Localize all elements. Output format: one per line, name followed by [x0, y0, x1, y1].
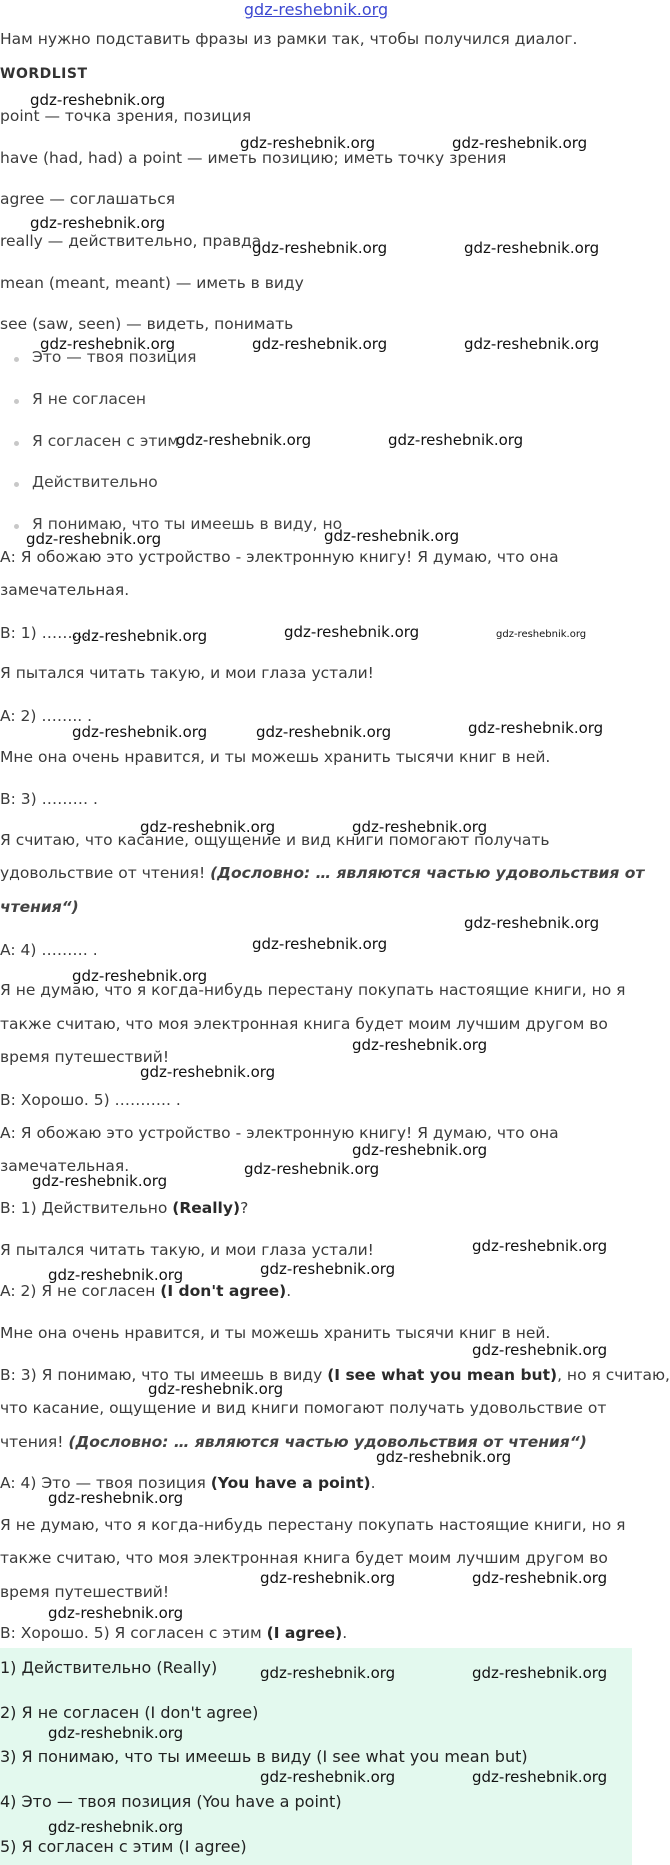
wordlist-entry: agree — соглашаться [0, 190, 176, 208]
watermark: gdz-reshebnik.org [40, 335, 176, 353]
solution-note: (Дословно: … являются частью удовольствия от чтения“) [68, 1433, 587, 1451]
dialog-line [0, 864, 644, 882]
wordlist-entry: mean (meant, meant) — иметь в виду [0, 274, 304, 292]
watermark: gdz-reshebnik.org [352, 1141, 488, 1159]
dialog-line: также считаю, что моя электронная книга будет моим лучшим другом во [0, 1015, 608, 1033]
watermark: gdz-reshebnik.org [324, 527, 460, 545]
watermark: gdz-reshebnik.org [464, 914, 600, 932]
watermark: gdz-reshebnik.org [48, 1818, 184, 1836]
dialog-note: чтения“) [0, 898, 79, 916]
watermark: gdz-reshebnik.org [72, 723, 208, 741]
solution-text: A: 4) Это — твоя позиция [0, 1474, 211, 1492]
solution-line: А: Я обожаю это устройство - электронную книгу! Я думаю, что она [0, 1124, 559, 1142]
watermark: gdz-reshebnik.org [260, 1569, 396, 1587]
dialog-line: замечательная. [0, 581, 130, 599]
watermark: gdz-reshebnik.org [140, 818, 276, 836]
watermark: gdz-reshebnik.org [376, 1448, 512, 1466]
solution-line: замечательная. [0, 1157, 130, 1175]
watermark: gdz-reshebnik.org [472, 1341, 608, 1359]
solution-line: Мне она очень нравится, и ты можешь хранить тысячи книг в ней. [0, 1324, 551, 1342]
answer-item: 2) Я не согласен (I don't agree) [0, 1703, 259, 1722]
solution-line: Я пытался читать такую, и мои глаза устали! [0, 1241, 374, 1259]
solution-line [0, 1624, 347, 1642]
dialog-line [0, 898, 79, 916]
answer-item: 1) Действительно (Really) [0, 1658, 218, 1677]
solution-text: чтения! [0, 1433, 69, 1451]
watermark: gdz-reshebnik.org [252, 935, 388, 953]
bullet-dot [14, 482, 19, 487]
watermark: gdz-reshebnik.org [464, 239, 600, 257]
watermark: gdz-reshebnik.org [472, 1569, 608, 1587]
wordlist-entry: have (had, had) a point — иметь позицию; иметь точку зрения [0, 149, 507, 167]
solution-line: что касание, ощущение и вид книги помогают получать удовольствие от [0, 1399, 607, 1417]
solution-text: . [370, 1474, 376, 1492]
dialog-line: B: Хорошо. 5) ……….. . [0, 1091, 181, 1109]
watermark: gdz-reshebnik.org [260, 1664, 396, 1682]
solution-english: (You have a point) [210, 1474, 371, 1492]
solution-line: время путешествий! [0, 1583, 170, 1601]
bullet-dot [14, 441, 19, 446]
watermark: gdz-reshebnik.org [464, 335, 600, 353]
bullet-dot [14, 399, 19, 404]
watermark: gdz-reshebnik.org [252, 335, 388, 353]
dialog-line: Я не думаю, что я когда-нибудь перестану покупать настоящие книги, но я [0, 981, 626, 999]
watermark: gdz-reshebnik.org [148, 1380, 284, 1398]
watermark: gdz-reshebnik.org [388, 431, 524, 449]
phrase-item: Я согласен с этим [32, 432, 180, 450]
phrase-item: Это — твоя позиция [32, 348, 197, 366]
dialog-text: удовольствие от чтения! [0, 864, 211, 882]
solution-line [0, 1282, 291, 1300]
solution-text: B: 3) Я понимаю, что ты имеешь в виду [0, 1366, 328, 1384]
dialog-line: B: 1) ……… . [0, 624, 98, 642]
watermark: gdz-reshebnik.org [48, 1489, 184, 1507]
solution-text: B: Хорошо. 5) Я согласен с этим [0, 1624, 267, 1642]
watermark: gdz-reshebnik.org [256, 723, 392, 741]
solution-text: , но я считаю, [557, 1366, 670, 1384]
watermark: gdz-reshebnik.org [472, 1237, 608, 1255]
watermark: gdz-reshebnik.org [30, 91, 166, 109]
site-header-link[interactable]: gdz-reshebnik.org [243, 0, 389, 19]
watermark: gdz-reshebnik.org [176, 431, 312, 449]
watermark: gdz-reshebnik.org [260, 1260, 396, 1278]
watermark: gdz-reshebnik.org [30, 214, 166, 232]
solution-text: A: 2) Я не согласен [0, 1282, 161, 1300]
dialog-line: A: 2) …….. . [0, 707, 93, 725]
dialog-line: Мне она очень нравится, и ты можешь хранить тысячи книг в ней. [0, 748, 551, 766]
watermark: gdz-reshebnik.org [452, 134, 588, 152]
solution-line: Я не думаю, что я когда-нибудь перестану покупать настоящие книги, но я [0, 1516, 626, 1534]
dialog-line: B: 3) ……… . [0, 790, 98, 808]
solution-text: ? [240, 1199, 249, 1217]
solution-line [0, 1199, 248, 1217]
answer-item: 4) Это — твоя позиция (You have a point) [0, 1792, 342, 1811]
watermark: gdz-reshebnik.org [352, 818, 488, 836]
solution-text: . [286, 1282, 292, 1300]
watermark: gdz-reshebnik.org [472, 1768, 608, 1786]
watermark: gdz-reshebnik.org [496, 629, 587, 640]
wordlist-entry: really — действительно, правда [0, 232, 262, 250]
watermark: gdz-reshebnik.org [240, 134, 376, 152]
watermark: gdz-reshebnik.org [260, 1768, 396, 1786]
solution-text: B: 1) Действительно [0, 1199, 173, 1217]
watermark: gdz-reshebnik.org [472, 1664, 608, 1682]
watermark: gdz-reshebnik.org [468, 719, 604, 737]
intro-text: Нам нужно подставить фразы из рамки так, чтобы получился диалог. [0, 30, 578, 48]
dialog-line: время путешествий! [0, 1048, 170, 1066]
dialog-line: А: Я обожаю это устройство - электронную книгу! Я думаю, что она [0, 548, 559, 566]
watermark: gdz-reshebnik.org [32, 1172, 168, 1190]
phrase-item: Действительно [32, 473, 158, 491]
watermark: gdz-reshebnik.org [140, 1063, 276, 1081]
watermark: gdz-reshebnik.org [352, 1036, 488, 1054]
phrase-item: Я понимаю, что ты имеешь в виду, но [32, 515, 343, 533]
wordlist-title: WORDLIST [0, 66, 88, 82]
bullet-dot [14, 524, 19, 529]
solution-line: также считаю, что моя электронная книга будет моим лучшим другом во [0, 1549, 608, 1567]
bullet-dot [14, 357, 19, 362]
solution-line [0, 1366, 670, 1384]
watermark: gdz-reshebnik.org [48, 1266, 184, 1284]
dialog-note: (Дословно: … являются частью удовольствия от [210, 864, 645, 882]
wordlist-entry: point — точка зрения, позиция [0, 107, 252, 125]
wordlist-entry: see (saw, seen) — видеть, понимать [0, 315, 294, 333]
solution-english: (I don't agree) [160, 1282, 287, 1300]
watermark: gdz-reshebnik.org [72, 967, 208, 985]
answer-item: 5) Я согласен с этим (I agree) [0, 1837, 247, 1856]
solution-text: . [342, 1624, 348, 1642]
dialog-line: Я пытался читать такую, и мои глаза устали! [0, 664, 374, 682]
watermark: gdz-reshebnik.org [72, 627, 208, 645]
watermark: gdz-reshebnik.org [252, 239, 388, 257]
solution-english: (I see what you mean but) [327, 1366, 558, 1384]
answer-item: 3) Я понимаю, что ты имеешь в виду (I see what you mean but) [0, 1747, 528, 1766]
watermark: gdz-reshebnik.org [26, 530, 162, 548]
watermark: gdz-reshebnik.org [48, 1724, 184, 1742]
watermark: gdz-reshebnik.org [48, 1604, 184, 1622]
watermark: gdz-reshebnik.org [244, 1160, 380, 1178]
solution-english: (Really) [172, 1199, 241, 1217]
dialog-line: Я считаю, что касание, ощущение и вид книги помогают получать [0, 831, 550, 849]
phrase-item: Я не согласен [32, 390, 147, 408]
solution-english: (I agree) [266, 1624, 343, 1642]
dialog-line: A: 4) ……… . [0, 941, 98, 959]
watermark: gdz-reshebnik.org [284, 623, 420, 641]
